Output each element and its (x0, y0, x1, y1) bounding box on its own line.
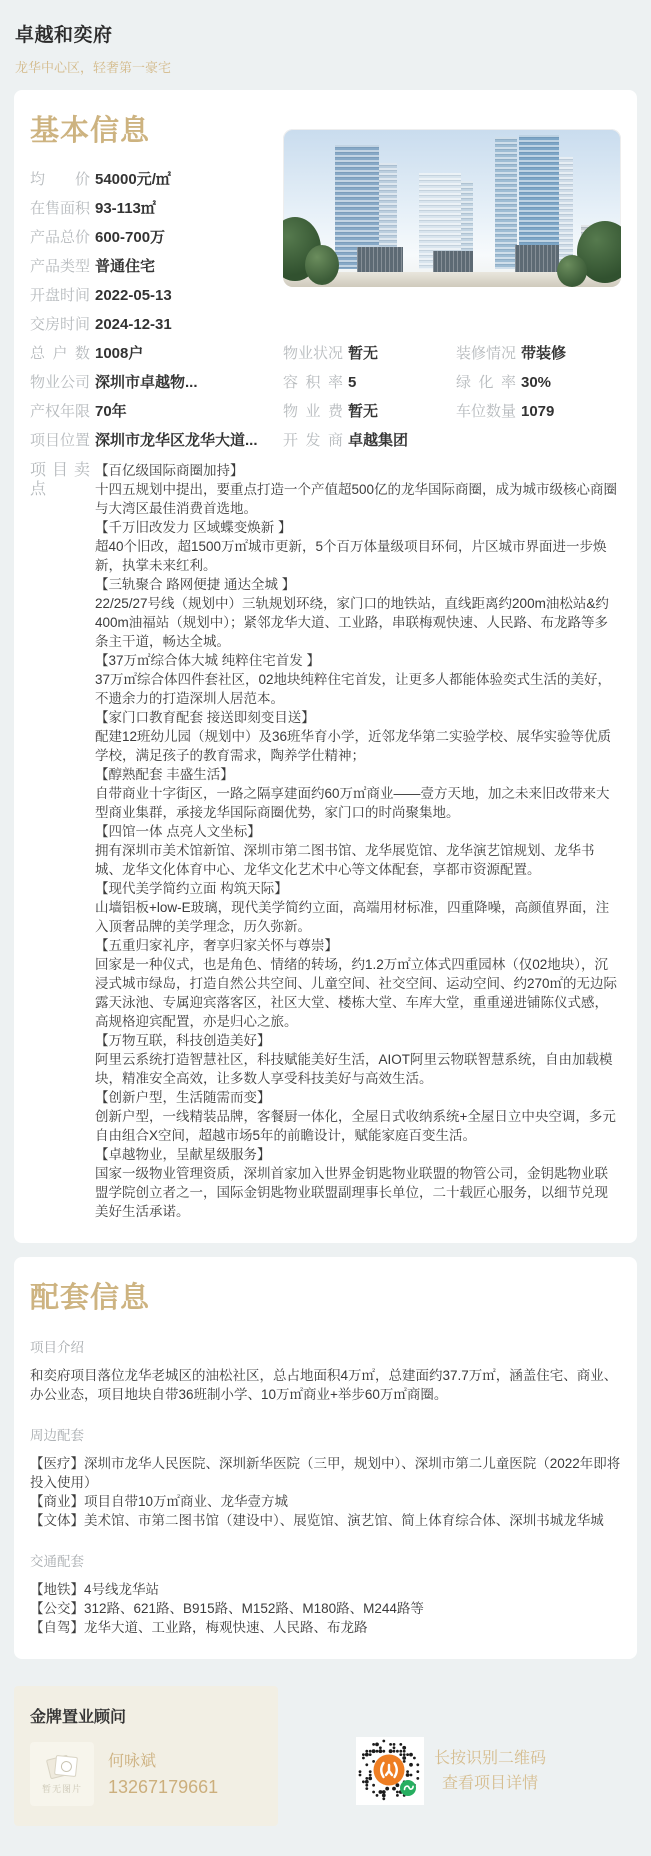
advisor-phone[interactable]: 13267179661 (108, 1777, 219, 1797)
selling-point-heading: 【千万旧改发力 区域蝶变焕新 】 (95, 520, 292, 535)
basic-info-card (14, 90, 637, 1243)
info-row (456, 368, 566, 397)
selling-point (95, 765, 621, 822)
tree-shape (305, 245, 339, 285)
basic-info-right-cols (283, 339, 566, 455)
info-row-label: 产品总价 (30, 229, 91, 246)
basic-info-body (30, 165, 621, 457)
advisor-row (30, 1742, 262, 1806)
basic-info-col2 (456, 339, 566, 455)
selling-point-body: 国家一级物业管理资质，深圳首家加入世界金钥匙物业联盟的物管公司，金钥匙物业联盟学院创立者之一，国际金钥匙物业联盟副理事长单位，二十载匠心服务，以细节兑现美好生活承诺。 (95, 1166, 608, 1219)
selling-point (95, 822, 621, 879)
selling-point (95, 708, 621, 765)
amenities-section-title: 配套信息 (30, 1282, 151, 1314)
info-row (30, 281, 285, 310)
selling-points-label: 项目卖点 (30, 462, 90, 498)
info-row (283, 339, 456, 368)
info-row (456, 397, 566, 426)
advisor-photo-placeholder (30, 1742, 94, 1806)
podium-shape (357, 247, 403, 273)
selling-point-heading: 【百亿级国际商圈加持】 (95, 463, 244, 478)
basic-info-section-title: 基本信息 (30, 115, 151, 147)
info-row (30, 223, 285, 252)
transport-label: 交通配套 (30, 1554, 84, 1569)
selling-point-body: 十四五规划中提出，要重点打造一个产值超500亿的龙华国际商圈，成为城市级核心商圈与大湾区最佳消费首选地。 (95, 482, 618, 516)
selling-point (95, 651, 621, 708)
selling-point-body: 超40个旧改，超1500万㎡城市更新，5个百万体量级项目环伺，片区城市界面进一步焕新，执掌未来红利。 (95, 539, 607, 573)
info-row-value: 30% (521, 374, 552, 391)
transport-item: 【公交】312路、621路、B915路、M152路、M180路、M244路等 (30, 1601, 424, 1616)
selling-point-heading: 【五重归家礼序，奢享归家关怀与尊崇】 (95, 938, 338, 953)
info-row-value: 暂无 (348, 345, 379, 362)
selling-point-heading: 【家门口教育配套 接送即刻变目送】 (95, 710, 315, 725)
qr-hint (434, 1746, 546, 1796)
info-row-label: 绿化率 (456, 374, 516, 391)
photo-stack-icon (47, 1754, 77, 1778)
page-header (0, 0, 651, 90)
selling-point-heading: 【卓越物业，呈献星级服务】 (95, 1147, 271, 1162)
tower-shape (495, 137, 517, 269)
info-row-value: 93-113㎡ (95, 200, 156, 217)
info-row-value: 600-700万 (95, 229, 166, 246)
basic-info-col1 (283, 339, 456, 455)
info-row-label: 装修情况 (456, 345, 517, 362)
selling-point-body: 自带商业十字街区，一路之隔享建面约60万㎡商业——壹方天地，加之未来旧改带来大型商业集群，承接龙华国际商圈优势，家门口的时尚聚集地。 (95, 786, 610, 820)
info-row-label: 产品类型 (30, 258, 91, 275)
page-subtitle: 龙华中心区，轻奢第一豪宅 (15, 60, 172, 75)
selling-point-heading: 【万物互联，科技创造美好】 (95, 1033, 271, 1048)
transport-item: 【地铁】4号线龙华站 (30, 1582, 160, 1597)
info-row-label: 开盘时间 (30, 287, 91, 304)
selling-point-body: 37万㎡综合体四件套社区，02地块纯粹住宅首发，让更多人都能体验奕式生活的美好，不遗余力的打造深圳人居范本。 (95, 672, 612, 706)
info-row-value: 深圳市卓越物... (95, 374, 198, 391)
selling-point-body: 配建12班幼儿园（规划中）及36班华育小学，近邻龙华第二实验学校、展华实验等优质学校，满足孩子的教育需求，陶养学仕精神； (95, 729, 612, 763)
selling-point-heading: 【三轨聚合 路网便捷 通达全城 】 (95, 577, 296, 592)
info-row-value: 5 (348, 374, 357, 391)
info-row (30, 194, 285, 223)
info-row-label: 交房时间 (30, 316, 91, 333)
selling-point-body: 回家是一种仪式，也是角色、情绪的转场，约1.2万㎡立体式四重园林（仅02地块），沉浸式城市绿岛，打造自然公共空间、儿童空间、社交空间、运动空间、约270㎡的无边际露天泳池、专属迎宾落客区，社区大堂、楼栋大堂、车库大堂，重重递进铺陈仪式感，高规格迎宾配置，亦是归心之旅。 (95, 957, 618, 1029)
surrounding-label: 周边配套 (30, 1428, 84, 1443)
info-row (283, 426, 456, 455)
advisor-card (14, 1686, 278, 1826)
surrounding-section (30, 1424, 621, 1530)
selling-point (95, 1031, 621, 1088)
info-row-value: 深圳市龙华区龙华大道... (95, 432, 258, 449)
selling-point-body: 拥有深圳市美术馆新馆、深圳市第二图书馆、龙华展览馆、龙华演艺馆规划、龙华书城、龙华文化体育中心、龙华文化艺术中心等文体配套，享都市资源配置。 (95, 843, 595, 877)
selling-point-heading: 【37万㎡综合体大城 纯粹住宅首发 】 (95, 653, 321, 668)
project-intro-text: 和奕府项目落位龙华老城区的油松社区，总占地面积4万㎡，总建面约37.7万㎡，涵盖住宅、商业、办公业态，项目地块自带36班制小学、10万㎡商业+举步60万㎡商圈。 (30, 1368, 618, 1402)
surrounding-list (30, 1454, 621, 1530)
transport-list (30, 1580, 621, 1637)
selling-point-heading: 【创新户型，生活随需而变】 (95, 1090, 271, 1105)
selling-point-heading: 【四馆一体 点亮人文坐标】 (95, 824, 261, 839)
transport-item: 【自驾】龙华大道、工业路，梅观快速、人民路、布龙路 (30, 1620, 368, 1635)
qr-hint-line1: 长按识别二维码 (434, 1750, 547, 1767)
info-row (283, 397, 456, 426)
info-row (30, 368, 285, 397)
project-intro-section (30, 1336, 621, 1404)
info-row (456, 339, 566, 368)
info-row (30, 252, 285, 281)
property-photo (283, 129, 621, 287)
selling-point-body: 山墙铝板+low-E玻璃，现代美学简约立面，高端用材标准，四重降噪，高颜值界面，注入顶奢品牌的美学理念，历久弥新。 (95, 900, 610, 934)
info-row (30, 339, 285, 368)
qr-area (356, 1737, 546, 1805)
info-row-label: 物业费 (283, 403, 343, 420)
info-row-label: 产权年限 (30, 403, 91, 420)
info-row-label: 物业公司 (30, 374, 91, 391)
page-title: 卓越和奕府 (15, 25, 113, 46)
info-row-value: 70年 (95, 403, 127, 420)
info-row-value: 暂无 (348, 403, 379, 420)
qr-code[interactable] (356, 1737, 424, 1805)
info-row-value: 普通住宅 (95, 258, 156, 275)
amenities-card (14, 1257, 637, 1659)
selling-point (95, 936, 621, 1031)
advisor-card-title: 金牌置业顾问 (30, 1709, 127, 1726)
no-photo-text: 暂无图片 (41, 1783, 82, 1794)
surrounding-item: 【商业】项目自带10万㎡商业、龙华壹方城 (30, 1494, 289, 1509)
basic-info-left-rows (30, 165, 285, 455)
info-row-value: 54000元/㎡ (95, 171, 171, 188)
info-row-label: 车位数量 (456, 403, 517, 420)
info-row-value: 卓越集团 (348, 432, 409, 449)
selling-point-heading: 【醇熟配套 丰盛生活】 (95, 767, 234, 782)
info-row-label: 开发商 (283, 432, 343, 449)
qr-hint-line2: 查看项目详情 (442, 1775, 539, 1792)
info-row-label: 总户数 (30, 345, 90, 362)
selling-points-row (30, 461, 621, 1221)
podium-shape (515, 245, 559, 273)
info-row (30, 310, 285, 339)
info-row-label: 在售面积 (30, 200, 91, 217)
info-row (30, 426, 285, 455)
selling-point (95, 1088, 621, 1145)
selling-point (95, 879, 621, 936)
info-row-value: 2024-12-31 (95, 316, 172, 333)
info-row-value: 1008户 (95, 345, 144, 362)
tree-shape (557, 255, 587, 287)
selling-point-body: 阿里云系统打造智慧社区，科技赋能美好生活，AIOT阿里云物联智慧系统，自由加载模块，精准安全高效，让多数人享受科技美好与高效生活。 (95, 1052, 613, 1086)
project-intro-label: 项目介绍 (30, 1340, 84, 1355)
info-row-label: 容积率 (283, 374, 343, 391)
info-row (30, 397, 285, 426)
surrounding-item: 【医疗】深圳市龙华人民医院、深圳新华医院（三甲，规划中）、深圳市第二儿童医院（2022年即将投入使用） (30, 1456, 621, 1490)
selling-point-body: 创新户型，一线精装品牌，客餐厨一体化，全屋日式收纳系统+全屋日立中央空调，多元自由组合X空间，超越市场5年的前瞻设计，赋能家庭百变生活。 (95, 1109, 616, 1143)
selling-point (95, 1145, 621, 1221)
podium-shape (433, 251, 473, 273)
info-row (30, 165, 285, 194)
info-row (283, 368, 456, 397)
selling-points-list (95, 461, 621, 1221)
transport-section (30, 1550, 621, 1637)
advisor-section (0, 1659, 651, 1856)
selling-point (95, 575, 621, 651)
selling-point (95, 518, 621, 575)
tower-shape (559, 157, 573, 269)
info-row-value: 1079 (521, 403, 555, 420)
advisor-name: 何咏斌 (108, 1753, 157, 1770)
surrounding-item: 【文体】美术馆、市第二图书馆（建设中）、展览馆、演艺馆、简上体育综合体、深圳书城龙华城 (30, 1513, 604, 1528)
selling-point-body: 22/25/27号线（规划中）三轨规划环绕，家门口的地铁站，直线距离约200m油松站&约400m油福站（规划中）；紧邻龙华大道、工业路，串联梅观快速、人民路、布龙路等多条主干道，畅达全城。 (95, 596, 609, 649)
selling-point-heading: 【现代美学简约立面 构筑天际】 (95, 881, 288, 896)
info-row-value: 2022-05-13 (95, 287, 172, 304)
info-row-label: 项目位置 (30, 432, 91, 449)
selling-point (95, 461, 621, 518)
info-row-value: 带装修 (521, 345, 567, 362)
info-row-label: 物业状况 (283, 345, 344, 362)
info-row-label: 均价 (30, 171, 90, 188)
advisor-info (108, 1742, 218, 1800)
